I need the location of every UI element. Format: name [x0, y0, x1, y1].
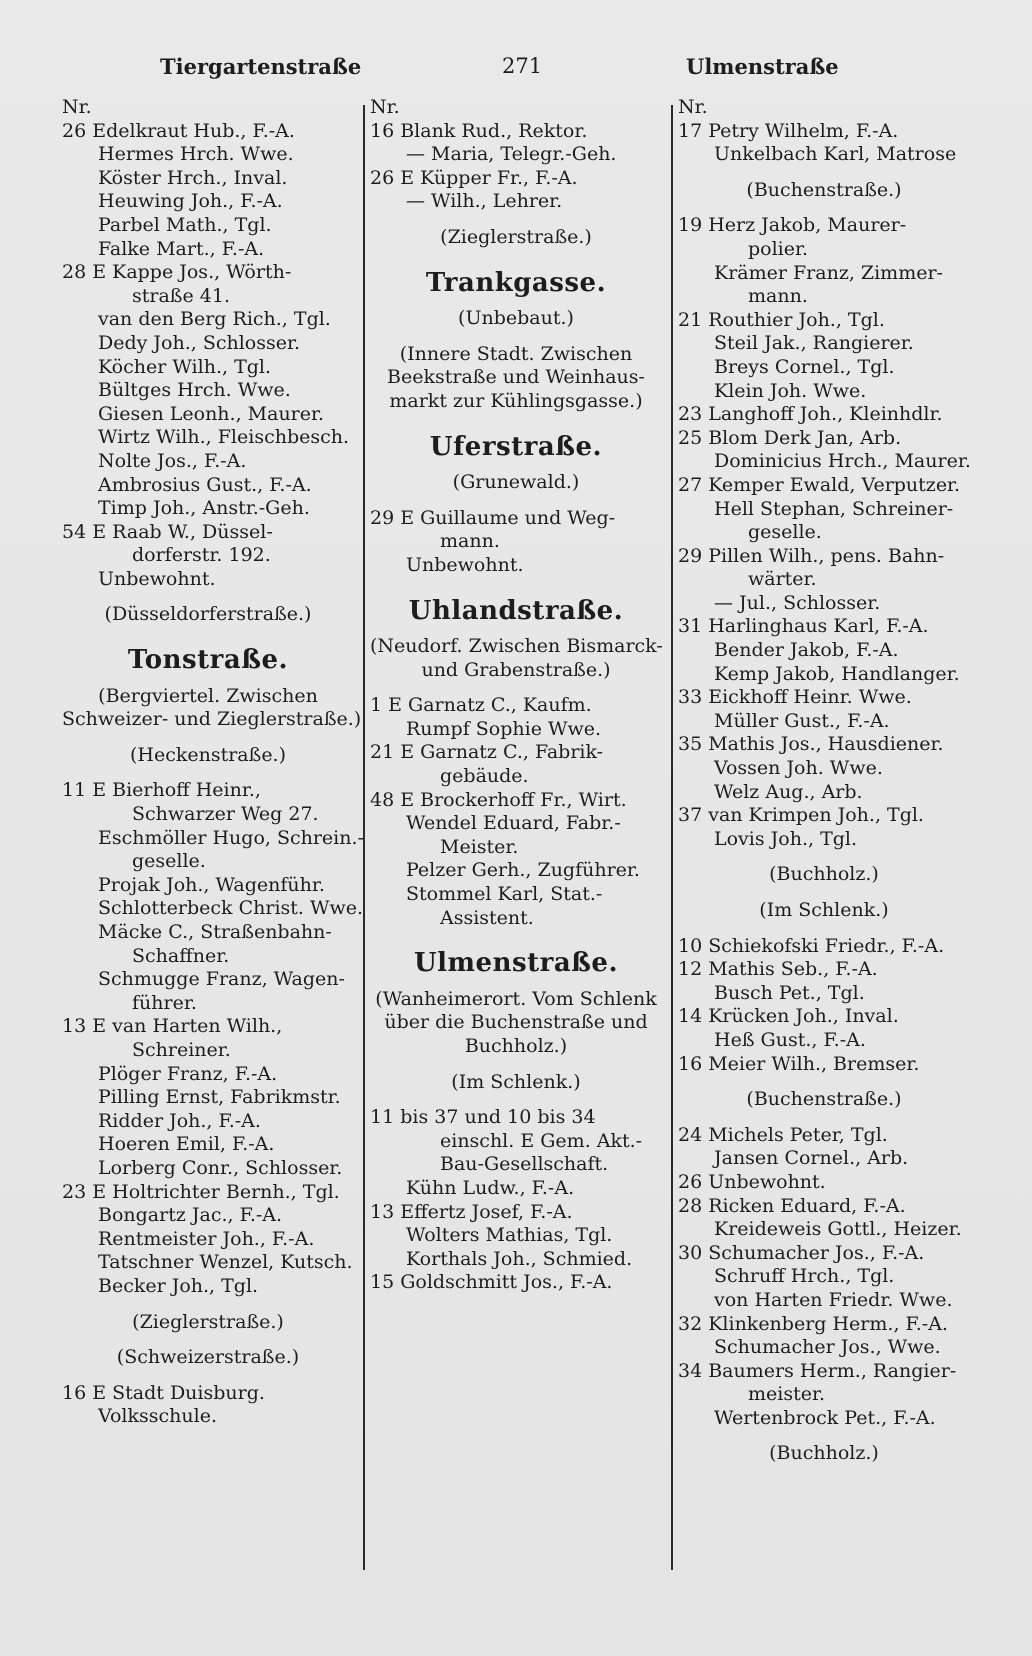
list-item: Korthals Joh., Schmied. — [406, 1247, 633, 1270]
list-item: Schruff Hrch., Tgl. — [714, 1265, 895, 1288]
street-description: (Neudorf. Zwischen Bismarck- — [370, 635, 663, 658]
list-item: Rentmeister Joh., F.-A. — [98, 1227, 315, 1250]
cross-street: (Im Schlenk.) — [451, 1070, 581, 1093]
list-item: Bender Jakob, F.-A. — [714, 639, 899, 662]
list-item: 14 Krücken Joh., Inval. — [678, 1005, 899, 1028]
list-item: Kreideweis Gottl., Heizer. — [714, 1218, 962, 1241]
list-item: Bongartz Jac., F.-A. — [98, 1204, 283, 1227]
list-item: wärter. — [748, 568, 817, 591]
list-item: mann. — [748, 285, 808, 308]
list-item: Becker Joh., Tgl. — [98, 1274, 259, 1297]
list-item: Projak Joh., Wagenführ. — [98, 873, 325, 896]
list-item: 28 E Kappe Jos., Wörth- — [62, 261, 292, 284]
list-item: führer. — [132, 991, 197, 1014]
list-item: Unbewohnt. — [406, 553, 524, 576]
list-item: einschl. E Gem. Akt.- — [440, 1129, 643, 1152]
list-item: Unbewohnt. — [98, 567, 216, 590]
list-item: gebäude. — [440, 765, 529, 788]
list-item: 15 Goldschmitt Jos., F.-A. — [370, 1271, 613, 1294]
list-item: meister. — [748, 1383, 826, 1406]
list-item: Pelzer Gerh., Zugführer. — [406, 859, 640, 882]
list-item: Wirtz Wilh., Fleischbesch. — [98, 426, 350, 449]
list-item: 10 Schiekofski Friedr., F.-A. — [678, 934, 945, 957]
list-item: Giesen Leonh., Maurer. — [98, 402, 325, 425]
cross-street: (Buchholz.) — [769, 863, 879, 886]
list-item: Heuwing Joh., F.-A. — [98, 190, 283, 213]
street-heading: Uferstraße. — [429, 431, 603, 462]
cross-street: (Zieglerstraße.) — [440, 225, 592, 248]
street-heading: Uhlandstraße. — [408, 595, 624, 626]
list-item: Schreiner. — [132, 1038, 231, 1061]
list-item: 27 Kemper Ewald, Verputzer. — [678, 473, 961, 496]
list-item: 16 E Stadt Duisburg. — [62, 1381, 265, 1404]
list-item: 29 E Guillaume und Weg- — [370, 506, 616, 529]
list-item: 11 E Bierhoff Heinr., — [62, 779, 261, 802]
list-item: Dedy Joh., Schlosser. — [98, 331, 301, 354]
list-item: Tatschner Wenzel, Kutsch. — [98, 1251, 353, 1274]
street-description: (Wanheimerort. Vom Schlenk — [375, 987, 657, 1010]
list-item: Nolte Jos., F.-A. — [98, 449, 247, 472]
running-header-right: Ulmenstraße — [686, 54, 839, 79]
cross-street: (Düsseldorferstraße.) — [104, 603, 312, 626]
cross-street: (Zieglerstraße.) — [132, 1310, 284, 1333]
list-item: 21 E Garnatz C., Fabrik- — [370, 741, 604, 764]
list-item: Hermes Hrch. Wwe. — [98, 143, 294, 166]
list-item: Wolters Mathias, Tgl. — [406, 1224, 613, 1247]
list-item: von Harten Friedr. Wwe. — [714, 1288, 953, 1311]
street-heading: Ulmenstraße. — [413, 948, 619, 979]
running-header-left: Tiergartenstraße — [160, 54, 362, 79]
list-item: Falke Mart., F.-A. — [98, 237, 265, 260]
cross-street: (Buchholz.) — [769, 1442, 879, 1465]
page-number: 271 — [502, 54, 543, 78]
list-item: 48 E Brockerhoff Fr., Wirt. — [370, 788, 627, 811]
list-item: Bültges Hrch. Wwe. — [98, 379, 291, 402]
list-item: Eschmöller Hugo, Schrein.- — [98, 826, 364, 849]
list-item: Assistent. — [440, 906, 534, 929]
list-item: Welz Aug., Arb. — [714, 780, 863, 803]
list-item: 25 Blom Derk Jan, Arb. — [678, 426, 902, 449]
list-item: Stommel Karl, Stat.- — [406, 883, 603, 906]
list-item: Meister. — [440, 835, 519, 858]
street-description: Buchholz.) — [464, 1035, 568, 1057]
list-item: Hell Stephan, Schreiner- — [714, 497, 954, 520]
list-item: 17 Petry Wilhelm, F.-A. — [678, 119, 899, 142]
list-item: mann. — [440, 530, 500, 553]
list-item: geselle. — [748, 521, 822, 544]
list-item: Schwarzer Weg 27. — [132, 803, 319, 826]
list-item: 23 Langhoff Joh., Kleinhdlr. — [678, 403, 943, 426]
street-heading: Trankgasse. — [425, 267, 607, 298]
list-item: Schumacher Jos., Wwe. — [714, 1336, 941, 1359]
street-description: Beekstraße und Weinhaus- — [387, 366, 645, 389]
list-item: 35 Mathis Jos., Hausdiener. — [678, 733, 944, 756]
list-item: Schlotterbeck Christ. Wwe. — [98, 897, 364, 920]
list-item: Volksschule. — [98, 1405, 217, 1428]
list-item: Timp Joh., Anstr.-Geh. — [98, 497, 310, 520]
list-item: Pilling Ernst, Fabrikmstr. — [98, 1086, 341, 1109]
list-item: 30 Schumacher Jos., F.-A. — [678, 1241, 925, 1264]
list-item: Klein Joh. Wwe. — [714, 379, 867, 402]
list-item: 28 Ricken Eduard, F.-A. — [678, 1194, 906, 1217]
list-item: Unkelbach Karl, Matrose — [714, 143, 957, 166]
nr-label: Nr. — [678, 96, 708, 118]
list-item: geselle. — [132, 850, 206, 873]
list-item: Mäcke C., Straßenbahn- — [98, 921, 332, 943]
list-item: Bau-Gesellschaft. — [440, 1153, 609, 1176]
list-item: 16 Blank Rud., Rektor. — [370, 119, 588, 142]
street-description: (Bergviertel. Zwischen — [98, 684, 318, 707]
list-item: 31 Harlinghaus Karl, F.-A. — [678, 615, 929, 638]
nr-label: Nr. — [370, 96, 400, 118]
list-item: 26 Unbewohnt. — [678, 1170, 826, 1193]
list-item: Köcher Wilh., Tgl. — [98, 355, 272, 378]
list-item: van den Berg Rich., Tgl. — [98, 308, 331, 331]
list-item: straße 41. — [132, 284, 230, 307]
list-item: Plöger Franz, F.-A. — [98, 1062, 278, 1085]
street-description: und Grabenstraße.) — [421, 658, 611, 681]
column-3 — [678, 96, 970, 1466]
list-item: 29 Pillen Wilh., pens. Bahn- — [678, 544, 945, 567]
list-item: Wertenbrock Pet., F.-A. — [714, 1406, 936, 1429]
cross-street: (Schweizerstraße.) — [116, 1346, 300, 1369]
cross-street: (Heckenstraße.) — [129, 743, 287, 766]
list-item: Lovis Joh., Tgl. — [714, 827, 858, 850]
list-item: Schaffner. — [132, 944, 230, 967]
list-item: — Jul., Schlosser. — [714, 591, 881, 614]
list-item: Hoeren Emil, F.-A. — [98, 1133, 275, 1156]
list-item: 19 Herz Jakob, Maurer- — [678, 214, 907, 237]
list-item: dorferstr. 192. — [132, 544, 271, 567]
list-item: 13 Effertz Josef, F.-A. — [370, 1200, 573, 1223]
list-item: 1 E Garnatz C., Kaufm. — [370, 694, 592, 717]
list-item: 12 Mathis Seb., F.-A. — [678, 958, 878, 981]
street-description: markt zur Kühlingsgasse.) — [389, 389, 643, 412]
list-item: Breys Cornel., Tgl. — [714, 355, 895, 378]
list-item: 33 Eickhoff Heinr. Wwe. — [678, 686, 912, 709]
list-item: Busch Pet., Tgl. — [714, 981, 865, 1004]
list-item: Heß Gust., F.-A. — [714, 1028, 866, 1051]
column-divider-2 — [671, 105, 673, 1570]
list-item: 32 Klinkenberg Herm., F.-A. — [678, 1312, 948, 1335]
list-item: Müller Gust., F.-A. — [714, 709, 890, 732]
list-item: 16 Meier Wilh., Bremser. — [678, 1052, 920, 1075]
list-item: Wendel Eduard, Fabr.- — [406, 812, 621, 835]
list-item: Kemp Jakob, Handlanger. — [714, 662, 960, 685]
list-item: Köster Hrch., Inval. — [98, 166, 288, 189]
list-item: Lorberg Conr., Schlosser. — [98, 1156, 343, 1179]
street-description: (Innere Stadt. Zwischen — [399, 342, 633, 365]
list-item: Jansen Cornel., Arb. — [714, 1147, 909, 1170]
list-item: Ridder Joh., F.-A. — [98, 1109, 261, 1132]
list-item: 23 E Holtrichter Bernh., Tgl. — [62, 1180, 340, 1203]
street-description: (Unbebaut.) — [458, 307, 574, 330]
list-item: Rumpf Sophie Wwe. — [406, 717, 602, 740]
list-item: 21 Routhier Joh., Tgl. — [678, 308, 885, 331]
list-item: 11 bis 37 und 10 bis 34 — [370, 1106, 596, 1129]
list-item: — Maria, Telegr.-Geh. — [406, 143, 617, 166]
list-item: Parbel Math., Tgl. — [98, 213, 272, 236]
list-item: Steil Jak., Rangierer. — [714, 332, 914, 355]
list-item: polier. — [748, 237, 809, 260]
nr-label: Nr. — [62, 96, 92, 118]
list-item: — Wilh., Lehrer. — [406, 190, 563, 213]
cross-street: (Buchenstraße.) — [746, 1088, 902, 1111]
street-description: über die Buchenstraße und — [384, 1011, 648, 1034]
list-item: 24 Michels Peter, Tgl. — [678, 1123, 888, 1146]
list-item: Vossen Joh. Wwe. — [714, 757, 883, 780]
list-item: Ambrosius Gust., F.-A. — [98, 473, 312, 496]
list-item: Krämer Franz, Zimmer- — [714, 261, 943, 284]
street-description: Schweizer- und Zieglerstraße.) — [62, 708, 362, 731]
list-item: 13 E van Harten Wilh., — [62, 1015, 283, 1038]
list-item: Dominicius Hrch., Maurer. — [714, 450, 971, 473]
list-item: 37 van Krimpen Joh., Tgl. — [678, 804, 924, 827]
cross-street: (Im Schlenk.) — [759, 899, 889, 921]
street-description: (Grunewald.) — [452, 471, 580, 494]
list-item: 26 Edelkraut Hub., F.-A. — [62, 119, 295, 142]
column-1 — [62, 96, 364, 1429]
list-item: 34 Baumers Herm., Rangier- — [678, 1359, 957, 1382]
list-item: 26 E Küpper Fr., F.-A. — [370, 166, 578, 189]
list-item: Kühn Ludw., F.-A. — [406, 1176, 575, 1199]
list-item: 54 E Raab W., Düssel- — [62, 520, 273, 543]
street-heading: Tonstraße. — [127, 645, 289, 676]
list-item: Schmugge Franz, Wagen- — [98, 968, 345, 991]
column-2 — [370, 96, 662, 1295]
cross-street: (Buchenstraße.) — [746, 178, 902, 201]
